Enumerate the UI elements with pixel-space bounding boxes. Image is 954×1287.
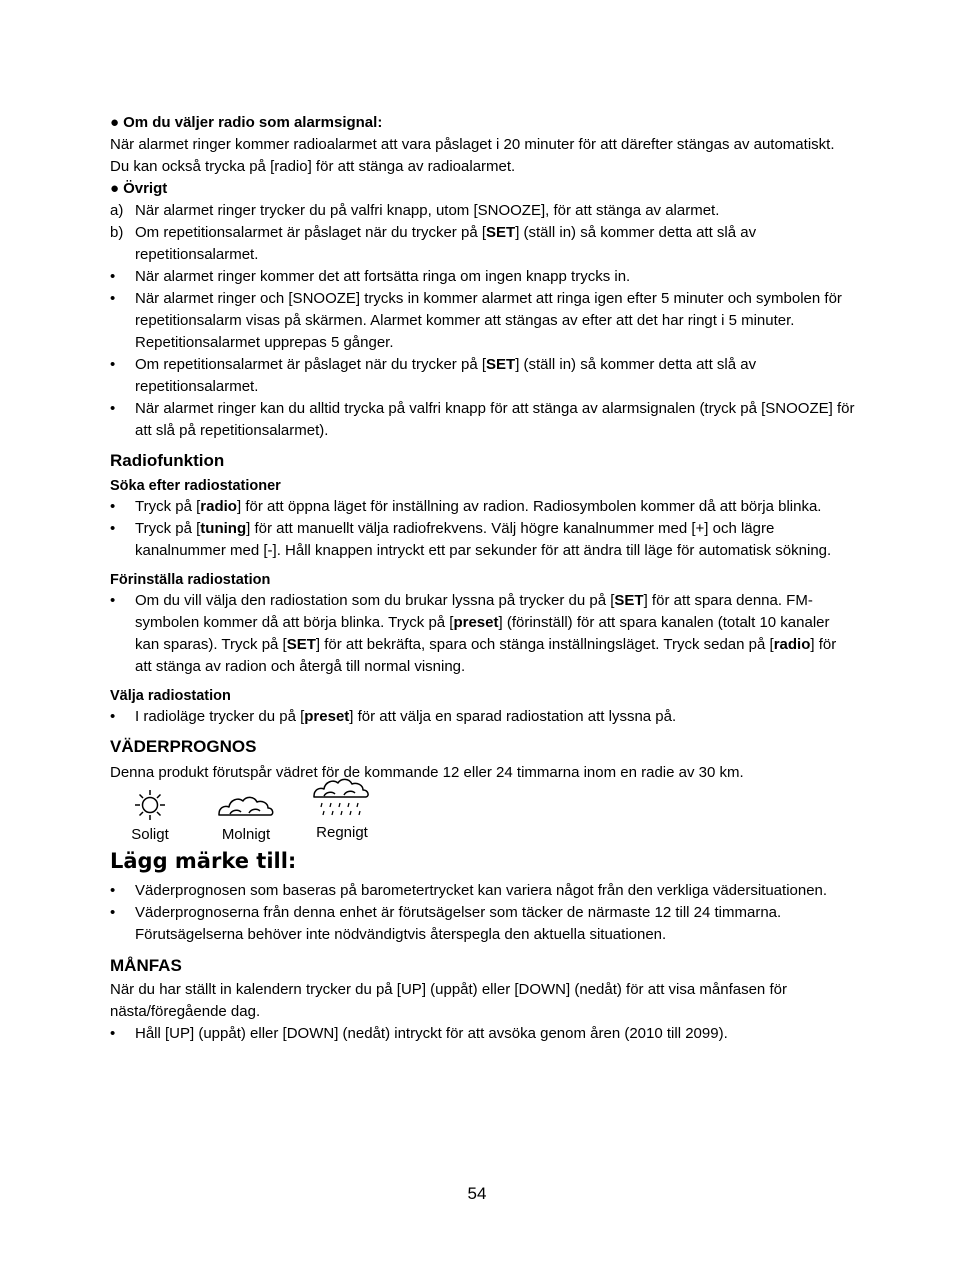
weather-heading: VÄDERPROGNOS xyxy=(110,737,257,756)
list-item: • Tryck på [radio] för att öppna läget för inställning av radion. Radiosymbolen kommer då att börja blinka. xyxy=(110,498,822,515)
radio-alarm-heading: ● Om du väljer radio som alarmsignal: xyxy=(110,114,383,131)
list-item: • När alarmet ringer kan du alltid trycka på valfri knapp för att stänga av alarmsignalen (tryck på [SNOOZE] för att slå på repetitionsalarmet). xyxy=(110,400,855,439)
radio-alarm-text: När alarmet ringer kommer radioalarmet att vara påslaget i 20 minuter för att därefter stängas av automatiskt. Du kan också trycka på [radio] för att stänga av radioalarmet. xyxy=(110,136,835,175)
weather-sunny: Soligt xyxy=(122,788,178,844)
list-item: • Tryck på [tuning] för att manuellt välja radiofrekvens. Välj högre kanalnummer med [+] och lägre kanalnummer med [-]. Håll knappen intryckt ett par sekunder för att ändra till läge för automatisk sökning. xyxy=(110,520,832,559)
select-heading: Välja radiostation xyxy=(110,688,231,704)
list-item: b) Om repetitionsalarmet är påslaget när du trycker på [SET] (ställ in) så kommer detta att slå av repetitionsalarmet. xyxy=(110,224,757,263)
list-item: • Om repetitionsalarmet är påslaget när du trycker på [SET] (ställ in) så kommer detta att slå av repetitionsalarmet. xyxy=(110,356,757,395)
weather-cloudy: Molnigt xyxy=(215,788,277,844)
preset-heading: Förinställa radiostation xyxy=(110,572,271,588)
list-item: • I radioläge trycker du på [preset] för att välja en sparad radiostation att lyssna på. xyxy=(110,708,677,725)
weather-rainy: Regnigt xyxy=(310,776,374,842)
list-item: • När alarmet ringer kommer det att fortsätta ringa om ingen knapp trycks in. xyxy=(110,268,631,285)
page-number: 54 xyxy=(467,1184,487,1203)
radio-heading: Radiofunktion xyxy=(110,451,225,470)
manual-page xyxy=(110,112,855,1045)
list-item: • Om du vill välja den radiostation som du brukar lyssna på trycker du på [SET] för att spara denna. FM-symbolen kommer då att börja blinka. Tryck på [preset] (förinställ) för att spara kanalen (totalt 10 kanaler kan sparas). Tryck på [SET] för att bekräfta, spara och stänga inställningsläget. Tryck sedan på [radio] för att stänga av radion och återgå till normal visning. xyxy=(110,592,837,675)
note-heading: Lägg märke till: xyxy=(110,849,297,873)
moon-text: När du har ställt in kalendern trycker du på [UP] (uppåt) eller [DOWN] (nedåt) för att visa månfasen för nästa/föregående dag. xyxy=(110,981,787,1020)
weather-icons xyxy=(110,784,855,842)
list-item: a) När alarmet ringer trycker du på valfri knapp, utom [SNOOZE], för att stänga av alarmet. xyxy=(110,202,720,219)
list-item: • När alarmet ringer och [SNOOZE] trycks in kommer alarmet att ringa igen efter 5 minuter och symbolen för repetitionsalarm visas på skärmen. Alarmet kommer att stängas av efter att det har ringt i 5 minuter. Repetitionsalarmet upprepas 5 gånger. xyxy=(110,290,842,351)
cloud-icon xyxy=(216,788,276,822)
search-heading: Söka efter radiostationer xyxy=(110,478,281,494)
other-heading: ● Övrigt xyxy=(110,180,168,197)
list-item: • Väderprognoserna från denna enhet är förutsägelser som täcker de närmaste 12 till 24 timmarna. Förutsägelserna behöver inte nödvändigtvis återspegla den aktuella situationen. xyxy=(110,904,782,943)
list-item: • Håll [UP] (uppåt) eller [DOWN] (nedåt) intryckt för att avsöka genom åren (2010 till 2099). xyxy=(110,1025,728,1042)
weather-text: Denna produkt förutspår vädret för de kommande 12 eller 24 timmarna inom en radie av 30 km. xyxy=(110,764,744,781)
moon-heading: MÅNFAS xyxy=(110,956,182,975)
sun-icon xyxy=(132,788,168,822)
rain-icon xyxy=(310,776,374,822)
list-item: • Väderprognosen som baseras på barometertrycket kan variera något från den verkliga vädersituationen. xyxy=(110,882,828,899)
